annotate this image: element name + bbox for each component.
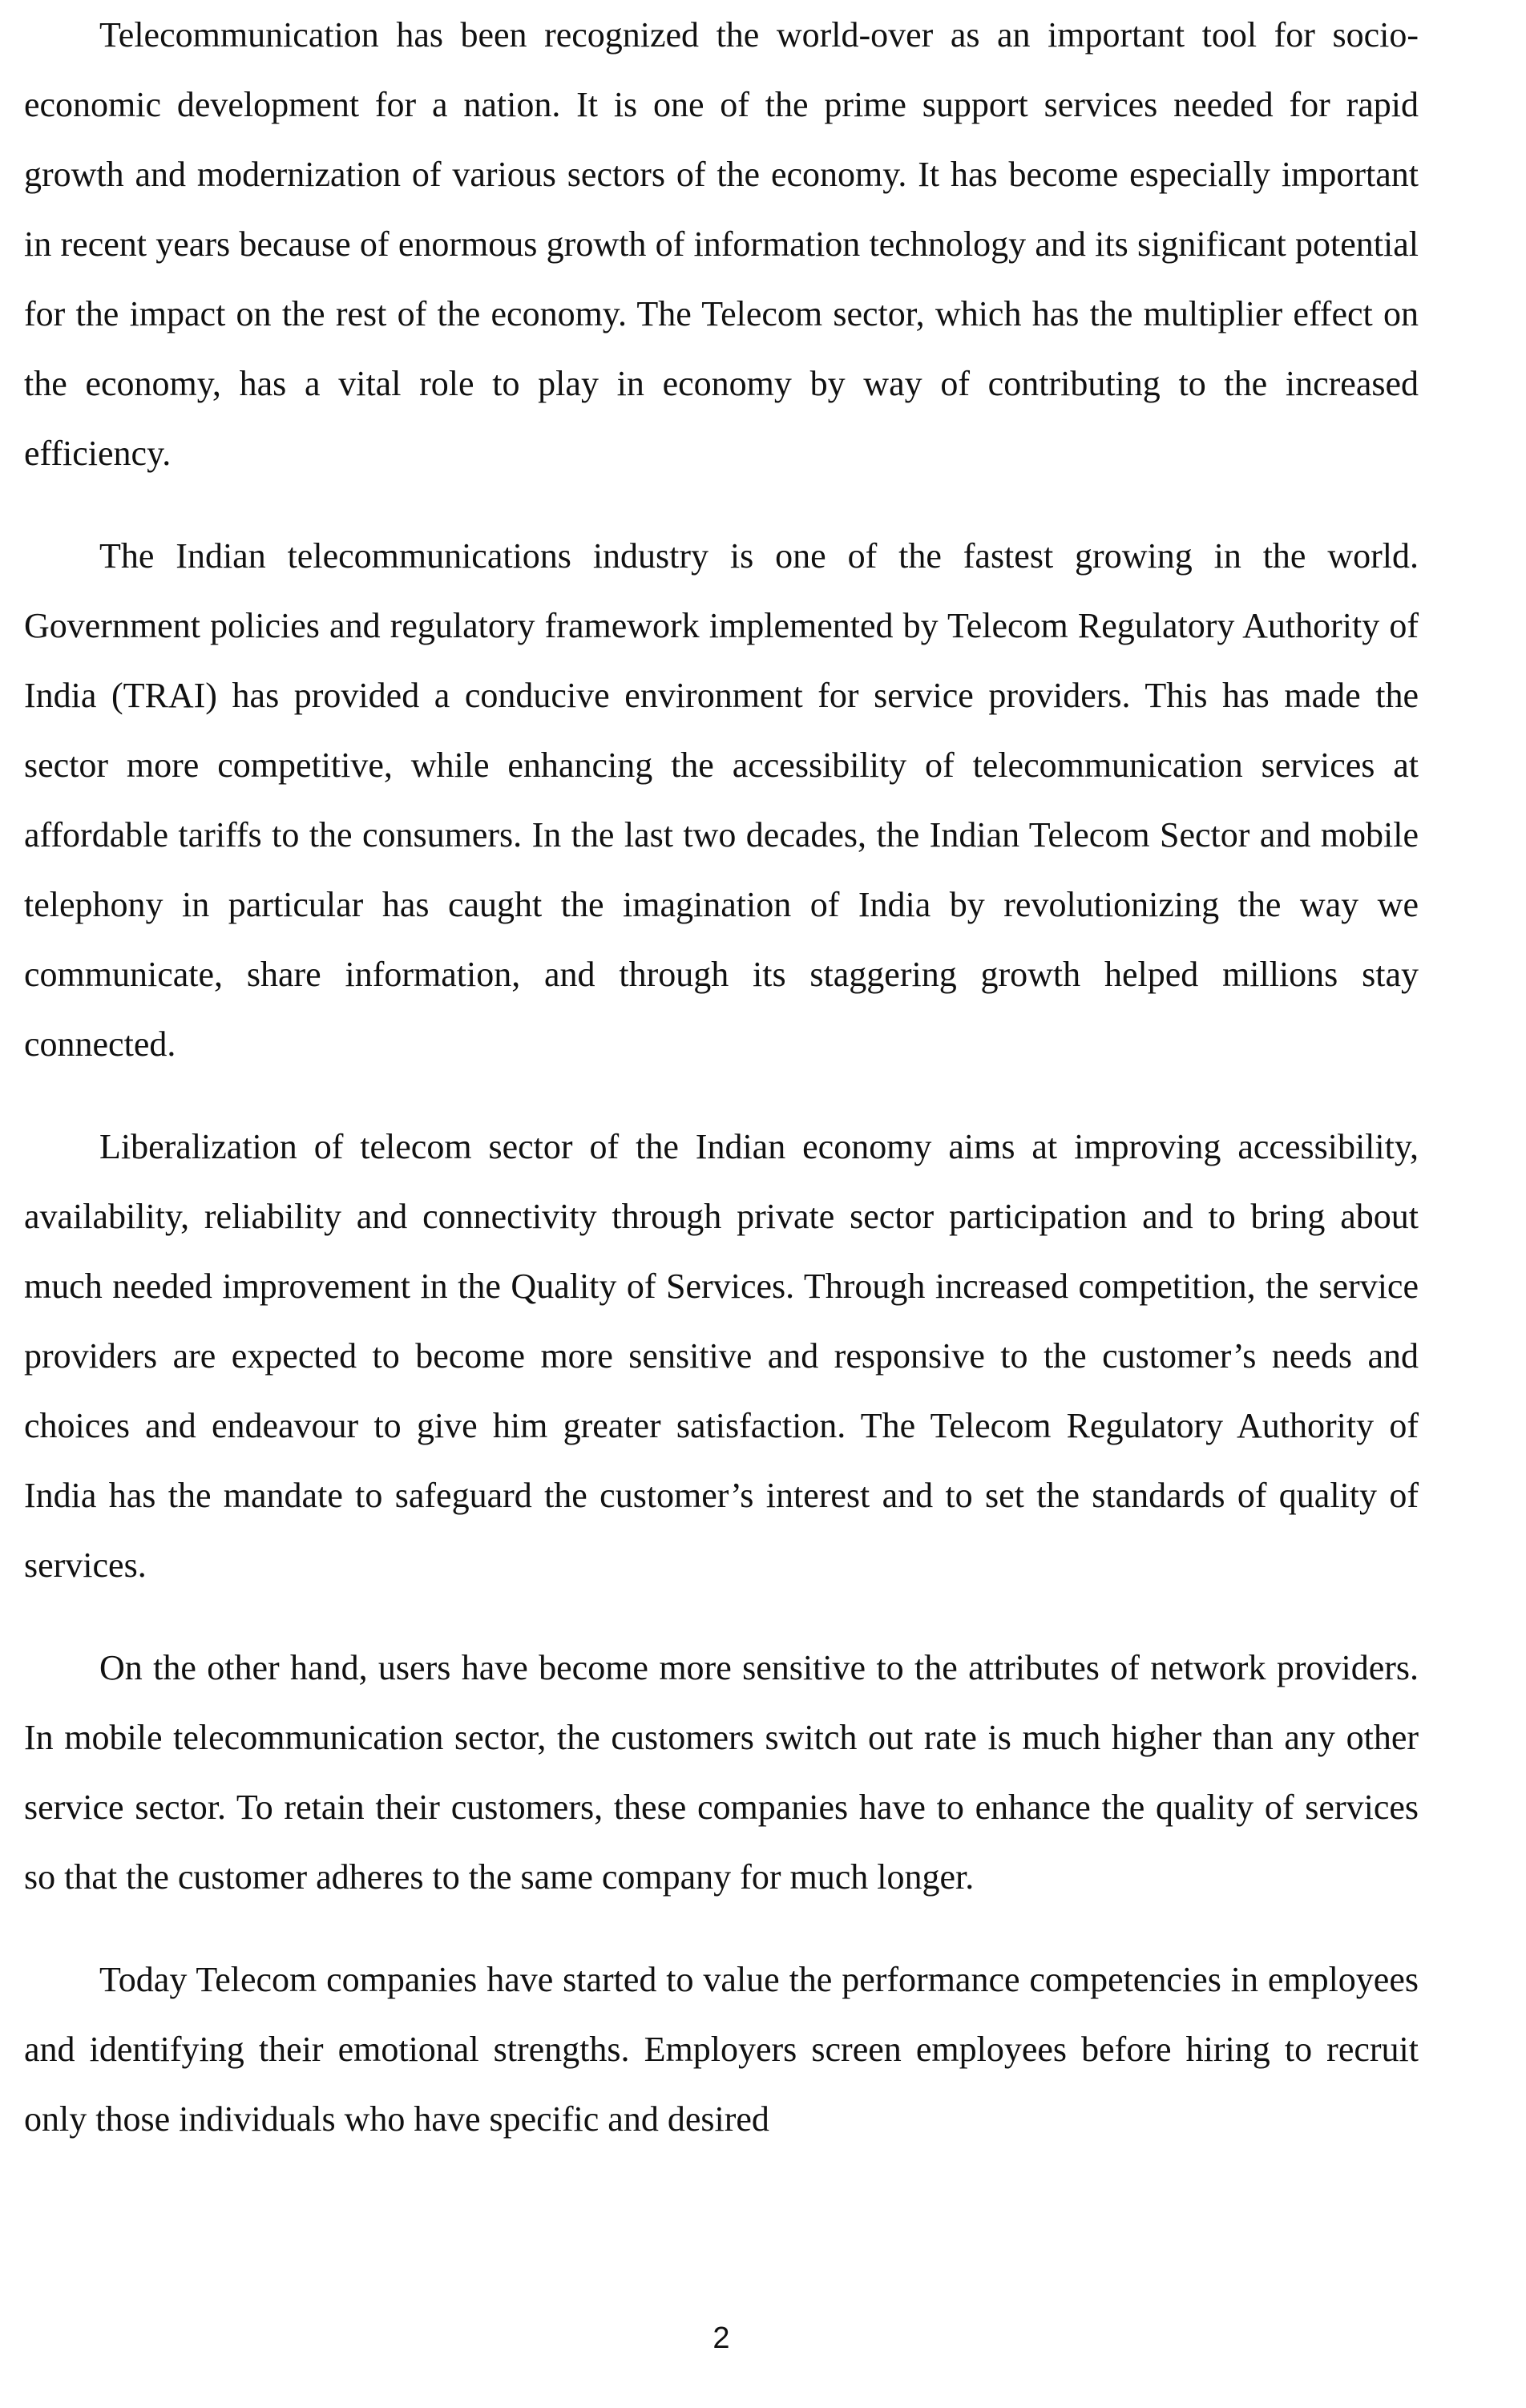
paragraph-1: Telecommunication has been recognized the world-over as an important tool for socio-economic development for a nation. It is one of the prime support services needed for rapid growth and modernization of various sectors of the economy. It has become especially important in recent years because of enormous growth of information technology and its significant potential for the impact on the rest of the economy. The Telecom sector, which has the multiplier effect on the economy, has a vital role to play in economy by way of contributing to the increased efficiency. (24, 15, 1419, 473)
paragraph-5: Today Telecom companies have started to value the performance competencies in employees and identifying their emotional strengths. Employers screen employees before hiring to recruit only those individuals who have specific and desired (24, 1960, 1419, 2139)
paragraph-3: Liberalization of telecom sector of the Indian economy aims at improving accessibility, availability, reliability and connectivity through private sector participation and to bring about much needed improvement in the Quality of Services. Through increased competition, the service providers are expected to become more sensitive and responsive to the customer’s needs and choices and endeavour to give him greater satisfaction. The Telecom Regulatory Authority of India has the mandate to safeguard the customer’s interest and to set the standards of quality of services. (24, 1127, 1419, 1585)
body-text (24, 0, 1419, 2187)
paragraph-2: The Indian telecommunications industry is one of the fastest growing in the world. Government policies and regulatory framework implemented by Telecom Regulatory Authority of India (TRAI) has provided a conducive environment for service providers. This has made the sector more competitive, while enhancing the accessibility of telecommunication services at affordable tariffs to the consumers. In the last two decades, the Indian Telecom Sector and mobile telephony in particular has caught the imagination of India by revolutionizing the way we communicate, share information, and through its staggering growth helped millions stay connected. (24, 536, 1419, 1064)
paragraph-4: On the other hand, users have become more sensitive to the attributes of network providers. In mobile telecommunication sector, the customers switch out rate is much higher than any other service sector. To retain their customers, these companies have to enhance the quality of services so that the customer adheres to the same company for much longer. (24, 1648, 1419, 1897)
page-number: 2 (713, 2321, 730, 2355)
